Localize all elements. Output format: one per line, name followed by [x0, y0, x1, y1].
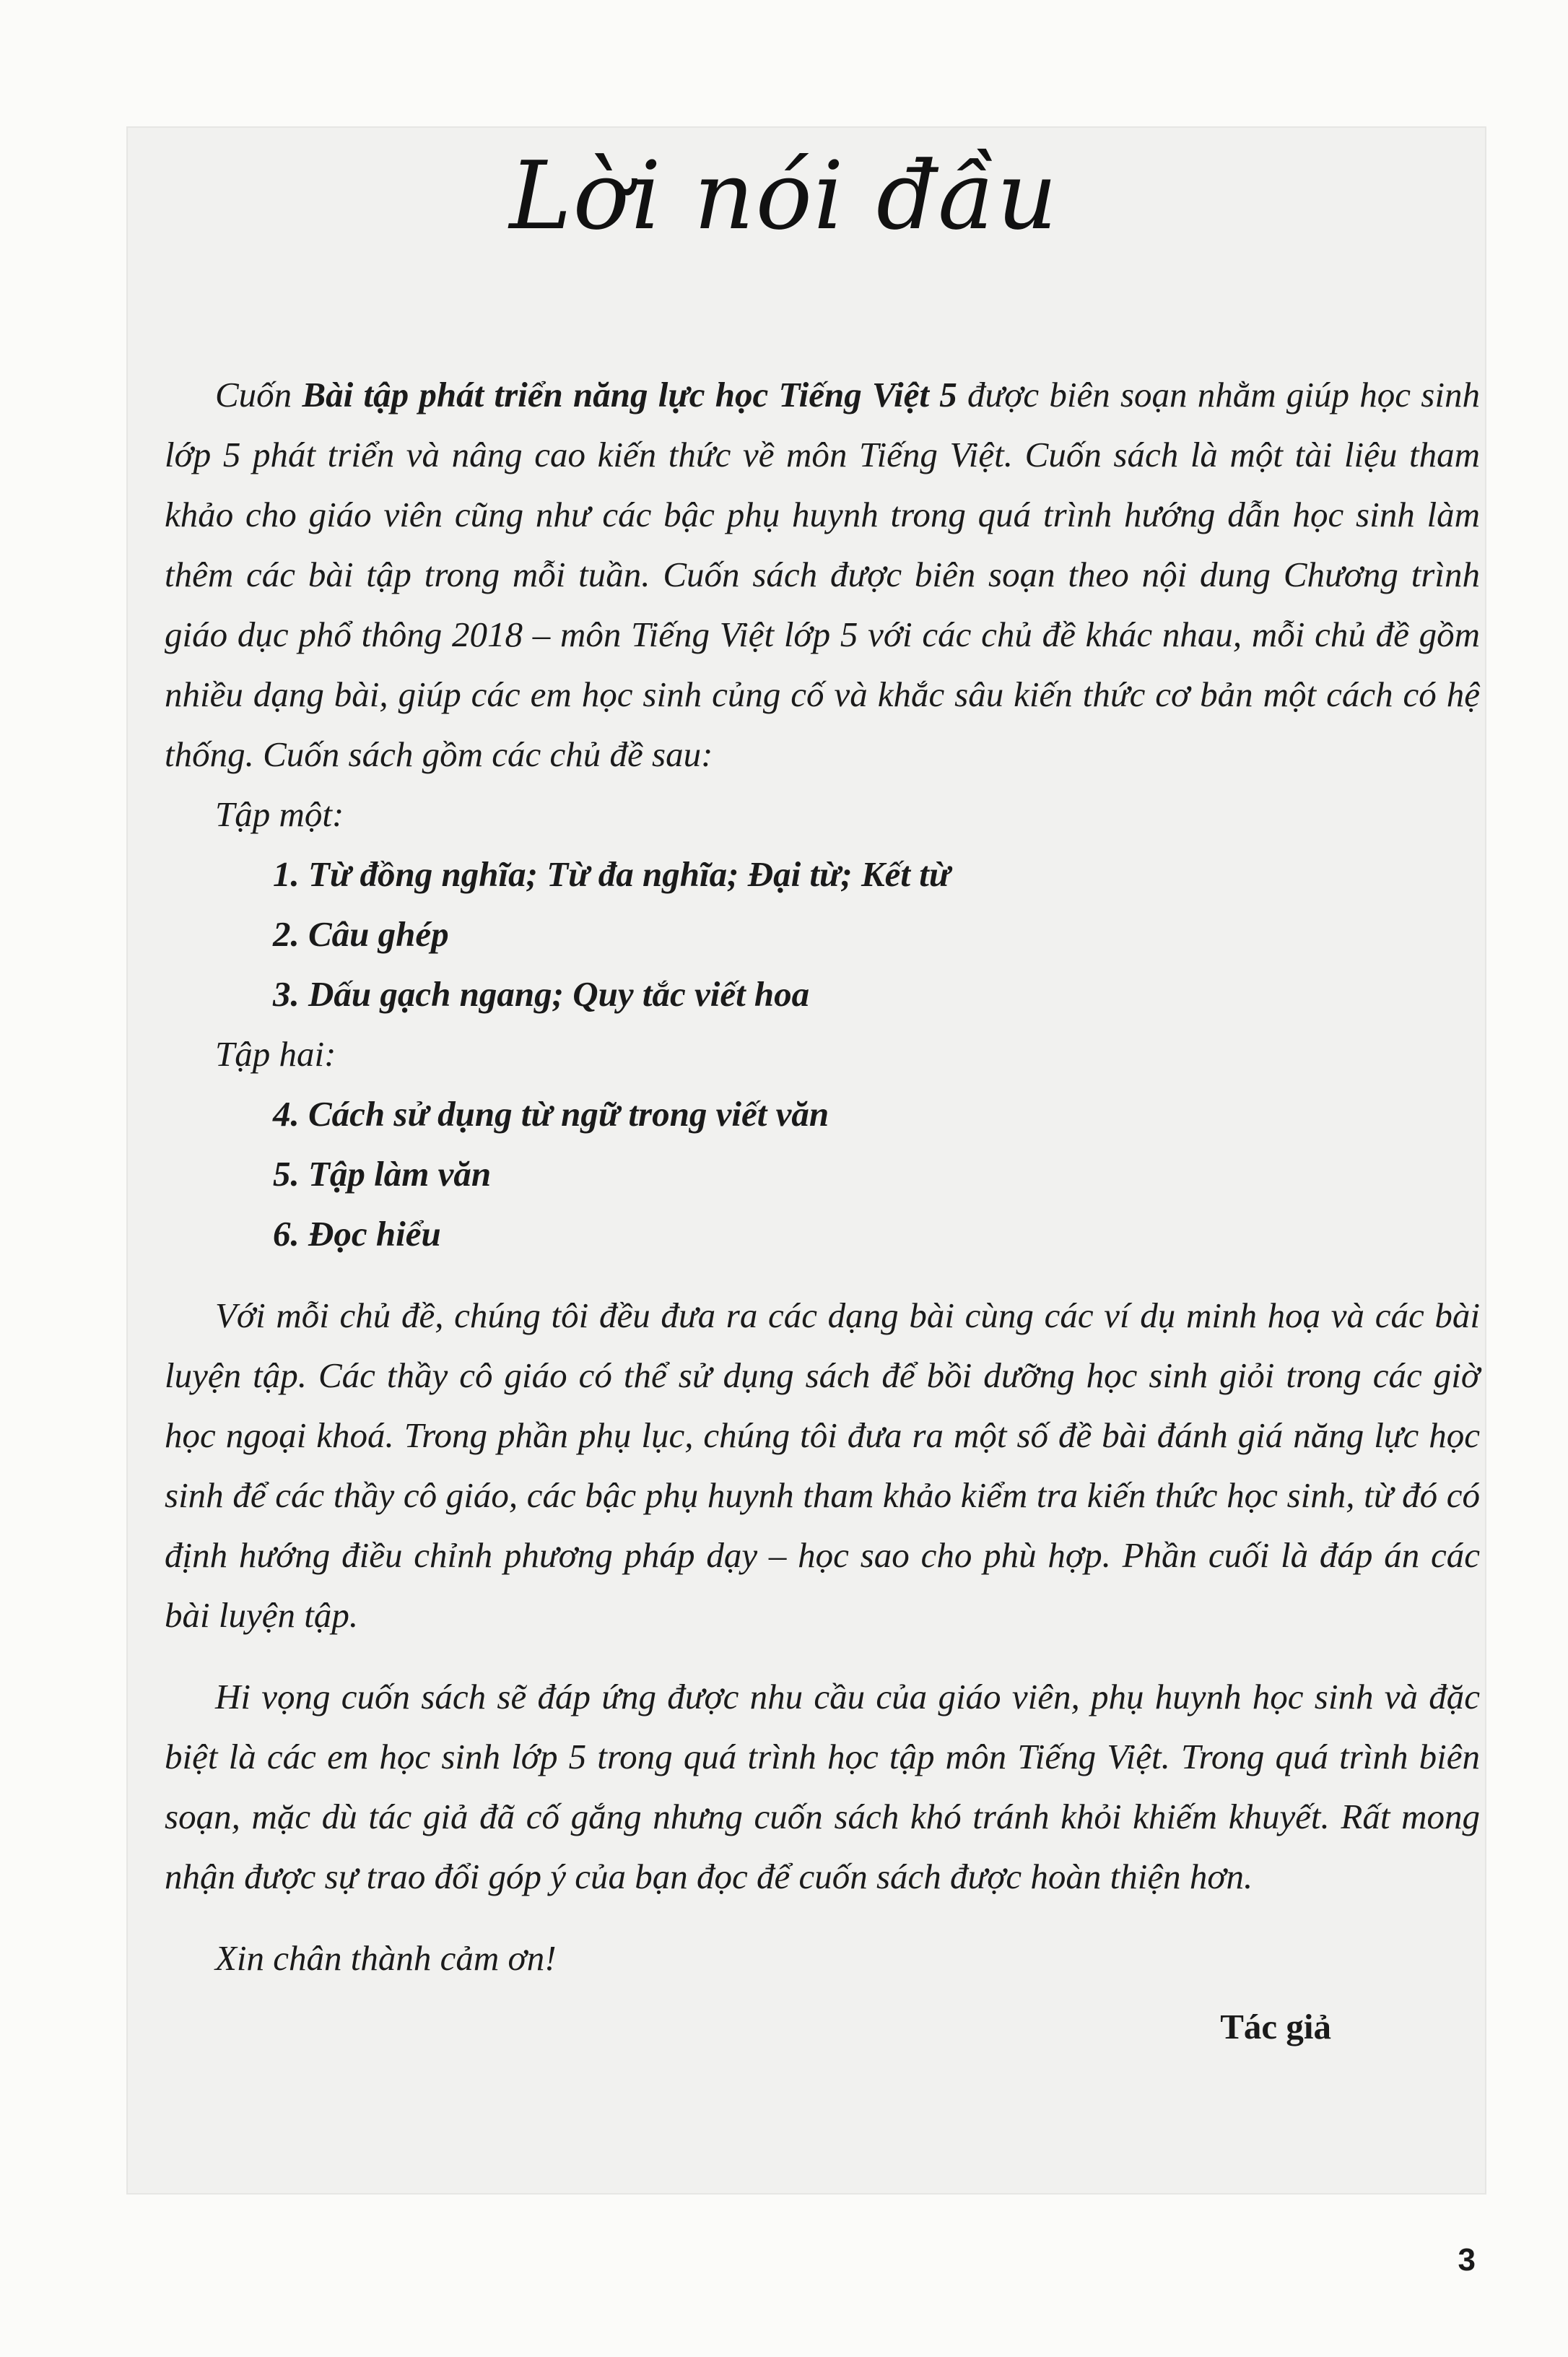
- intro-after: được biên soạn nhằm giúp học sinh lớp 5 phát triển và nâng cao kiến thức về môn Tiếng Việt. Cuốn sách là một tài liệu tham khảo cho giáo viên cũng như các bậc phụ huynh trong quá trình hướng dẫn học sinh làm thêm các bài tập trong mỗi tuần. Cuốn sách được biên soạn theo nội dung Chương trình giáo dục phổ thông 2018 – môn Tiếng Việt lớp 5 với các chủ đề khác nhau, mỗi chủ đề gồm nhiều dạng bài, giúp các em học sinh củng cố và khắc sâu kiến thức cơ bản một cách có hệ thống. Cuốn sách gồm các chủ đề sau:: [165, 375, 1480, 774]
- page-title: Lời nói đầu: [509, 141, 1059, 251]
- paragraph-2: Với mỗi chủ đề, chúng tôi đều đưa ra các dạng bài cùng các ví dụ minh hoạ và các bài luyện tập. Các thầy cô giáo có thể sử dụng sách để bồi dưỡng học sinh giỏi trong các giờ học ngoại khoá. Trong phần phụ lục, chúng tôi đưa ra một số đề bài đánh giá năng lực học sinh để các thầy cô giáo, các bậc phụ huynh tham khảo kiểm tra kiến thức học sinh, từ đó có định hướng điều chỉnh phương pháp dạy – học sao cho phù hợp. Phần cuối là đáp án các bài luyện tập.: [165, 1295, 1480, 1635]
- topic-item: 5. Tập làm văn: [273, 1154, 492, 1194]
- intro-before: Cuốn: [215, 375, 302, 414]
- volume-1-label: Tập một:: [215, 794, 344, 834]
- page-number: 3: [1458, 2242, 1476, 2278]
- topic-item: 2. Câu ghép: [273, 914, 449, 954]
- preface-body: [165, 365, 1480, 1988]
- book-title: Bài tập phát triển năng lực học Tiếng Việt 5: [302, 375, 957, 414]
- paragraph-3: Hi vọng cuốn sách sẽ đáp ứng được nhu cầu của giáo viên, phụ huynh học sinh và đặc biệt là các em học sinh lớp 5 trong quá trình học tập môn Tiếng Việt. Trong quá trình biên soạn, mặc dù tác giả đã cố gắng nhưng cuốn sách khó tránh khỏi khiếm khuyết. Rất mong nhận được sự trao đổi góp ý của bạn đọc để cuốn sách được hoàn thiện hơn.: [165, 1677, 1480, 1896]
- author-signature: Tác giả: [1220, 2007, 1331, 2046]
- intro-paragraph: [165, 365, 1480, 784]
- closing-line: Xin chân thành cảm ơn!: [215, 1938, 557, 1978]
- volume-2-label: Tập hai:: [215, 1034, 336, 1074]
- topic-item: 3. Dấu gạch ngang; Quy tắc viết hoa: [273, 974, 810, 1014]
- topic-item: 1. Từ đồng nghĩa; Từ đa nghĩa; Đại từ; Kết từ: [273, 854, 951, 894]
- topic-item: 4. Cách sử dụng từ ngữ trong viết văn: [273, 1094, 829, 1134]
- topic-item: 6. Đọc hiểu: [273, 1214, 441, 1254]
